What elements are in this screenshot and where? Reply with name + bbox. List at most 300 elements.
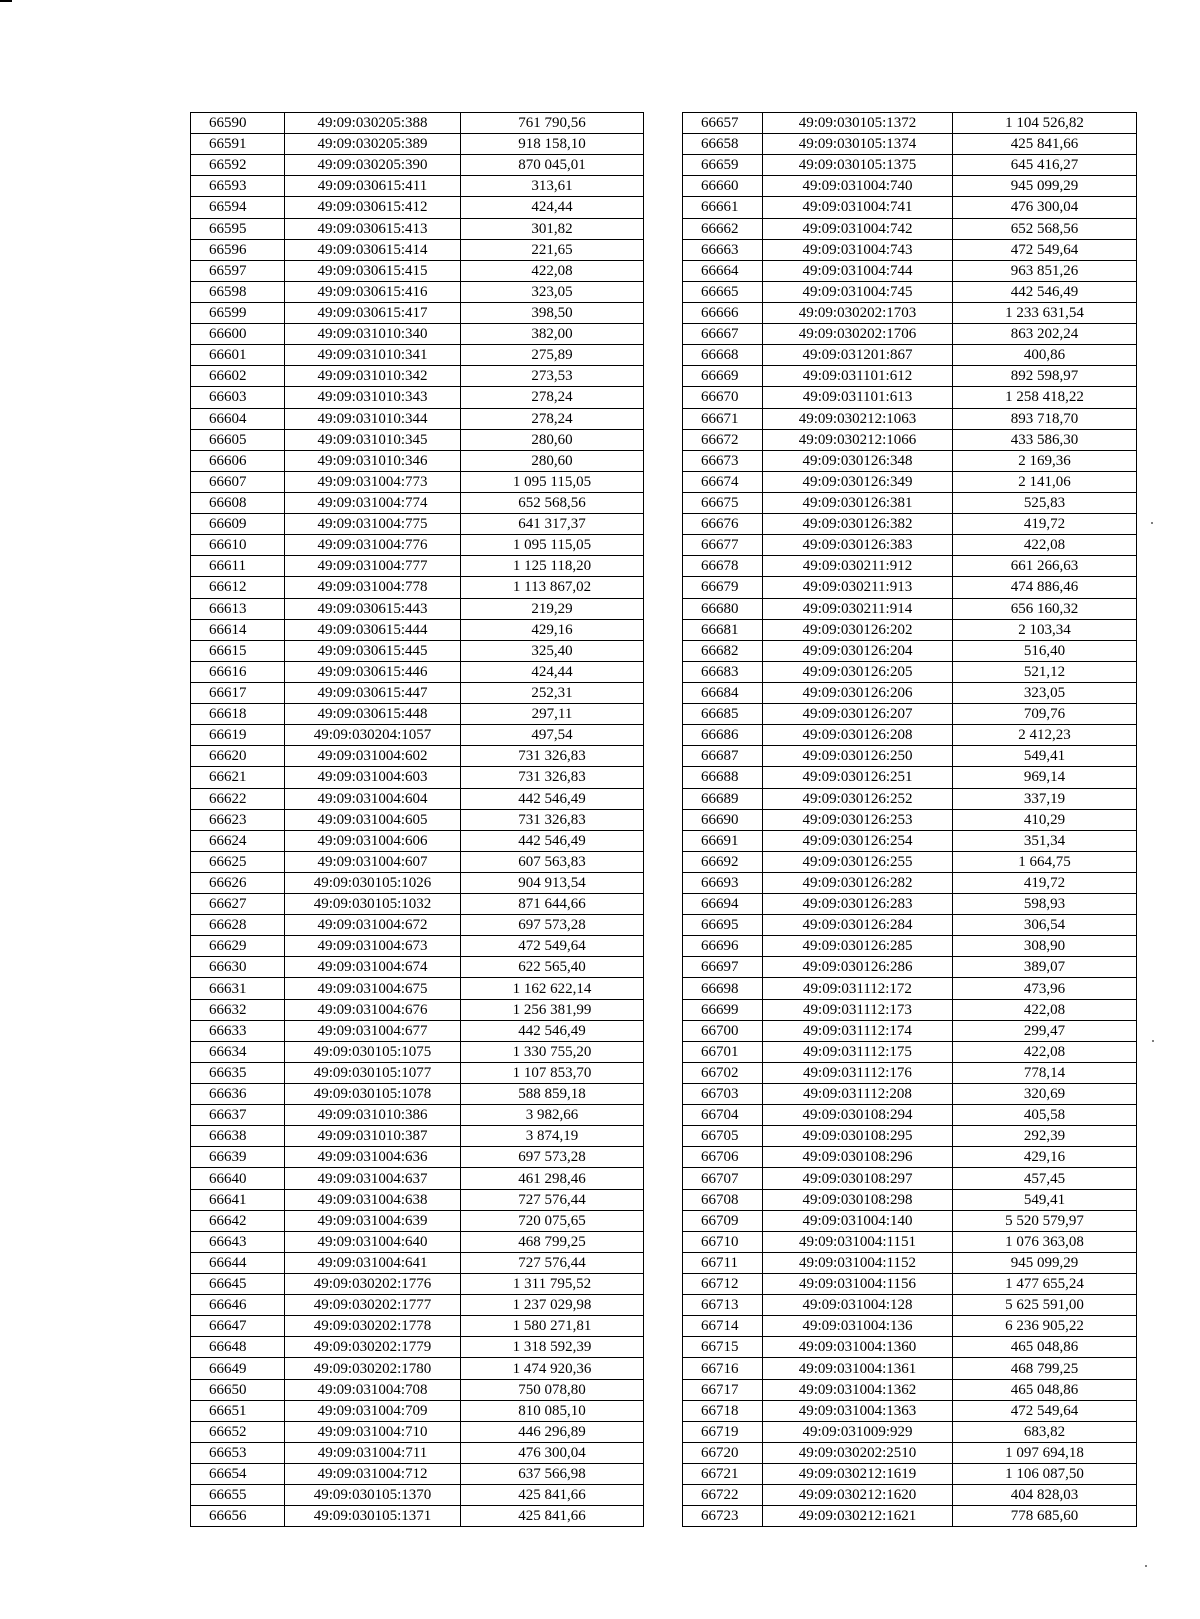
cadastral-number-cell: 49:09:031004:604 [285, 788, 461, 809]
value-cell: 727 576,44 [461, 1189, 644, 1210]
value-cell: 1 311 795,52 [461, 1274, 644, 1295]
row-number-cell: 66606 [191, 450, 285, 471]
row-number-cell: 66716 [683, 1358, 763, 1379]
value-cell: 389,07 [953, 957, 1137, 978]
cadastral-number-cell: 49:09:031004:606 [285, 830, 461, 851]
row-number-cell: 66693 [683, 872, 763, 893]
row-number-cell: 66655 [191, 1485, 285, 1506]
cadastral-number-cell: 49:09:030204:1057 [285, 725, 461, 746]
value-cell: 429,16 [953, 1147, 1137, 1168]
table-row [191, 915, 644, 936]
row-number-cell: 66692 [683, 851, 763, 872]
table-row [683, 281, 1137, 302]
row-number-cell: 66697 [683, 957, 763, 978]
row-number-cell: 66713 [683, 1295, 763, 1316]
row-number-cell: 66685 [683, 704, 763, 725]
table-row [683, 957, 1137, 978]
row-number-cell: 66701 [683, 1041, 763, 1062]
table-row [191, 324, 644, 345]
cadastral-number-cell: 49:09:031010:345 [285, 429, 461, 450]
value-cell: 273,53 [461, 366, 644, 387]
table-row [191, 302, 644, 323]
value-cell: 351,34 [953, 830, 1137, 851]
row-number-cell: 66665 [683, 281, 763, 302]
cadastral-number-cell: 49:09:030126:255 [763, 851, 953, 872]
cadastral-number-cell: 49:09:031010:387 [285, 1126, 461, 1147]
cadastral-number-cell: 49:09:031004:128 [763, 1295, 953, 1316]
value-cell: 3 874,19 [461, 1126, 644, 1147]
value-cell: 549,41 [953, 746, 1137, 767]
value-cell: 1 162 622,14 [461, 978, 644, 999]
row-number-cell: 66702 [683, 1062, 763, 1083]
table-row [191, 682, 644, 703]
row-number-cell: 66681 [683, 619, 763, 640]
row-number-cell: 66615 [191, 640, 285, 661]
cadastral-number-cell: 49:09:031112:208 [763, 1084, 953, 1105]
value-cell: 446 296,89 [461, 1421, 644, 1442]
table-row [191, 1421, 644, 1442]
value-cell: 778,14 [953, 1062, 1137, 1083]
table-row [191, 1189, 644, 1210]
row-number-cell: 66696 [683, 936, 763, 957]
table-row [683, 830, 1137, 851]
table-row [191, 1231, 644, 1252]
value-cell: 472 549,64 [953, 1400, 1137, 1421]
value-cell: 422,08 [461, 260, 644, 281]
table-row [683, 155, 1137, 176]
row-number-cell: 66636 [191, 1084, 285, 1105]
value-cell: 2 141,06 [953, 471, 1137, 492]
cadastral-number-cell: 49:09:030105:1075 [285, 1041, 461, 1062]
cadastral-number-cell: 49:09:031004:741 [763, 197, 953, 218]
row-number-cell: 66657 [683, 113, 763, 134]
value-cell: 637 566,98 [461, 1464, 644, 1485]
cadastral-number-cell: 49:09:031004:712 [285, 1464, 461, 1485]
cadastral-number-cell: 49:09:031101:613 [763, 387, 953, 408]
value-cell: 731 326,83 [461, 809, 644, 830]
table-row [191, 514, 644, 535]
cadastral-number-cell: 49:09:031004:711 [285, 1442, 461, 1463]
row-number-cell: 66668 [683, 345, 763, 366]
cadastral-number-cell: 49:09:031004:676 [285, 999, 461, 1020]
value-cell: 299,47 [953, 1020, 1137, 1041]
right-cadastral-table [682, 112, 1137, 1527]
row-number-cell: 66695 [683, 915, 763, 936]
row-number-cell: 66622 [191, 788, 285, 809]
row-number-cell: 66706 [683, 1147, 763, 1168]
table-row [683, 1464, 1137, 1485]
row-number-cell: 66649 [191, 1358, 285, 1379]
value-cell: 278,24 [461, 387, 644, 408]
table-row [683, 1084, 1137, 1105]
table-row [191, 176, 644, 197]
table-row [191, 809, 644, 830]
table-row [683, 1316, 1137, 1337]
table-row [683, 345, 1137, 366]
table-row [191, 1041, 644, 1062]
cadastral-number-cell: 49:09:031004:136 [763, 1316, 953, 1337]
row-number-cell: 66670 [683, 387, 763, 408]
table-row [191, 1126, 644, 1147]
row-number-cell: 66635 [191, 1062, 285, 1083]
row-number-cell: 66663 [683, 239, 763, 260]
value-cell: 969,14 [953, 767, 1137, 788]
cadastral-number-cell: 49:09:030211:914 [763, 598, 953, 619]
value-cell: 761 790,56 [461, 113, 644, 134]
cadastral-number-cell: 49:09:030615:417 [285, 302, 461, 323]
cadastral-number-cell: 49:09:030126:283 [763, 894, 953, 915]
row-number-cell: 66707 [683, 1168, 763, 1189]
cadastral-number-cell: 49:09:031112:176 [763, 1062, 953, 1083]
cadastral-number-cell: 49:09:031112:175 [763, 1041, 953, 1062]
cadastral-number-cell: 49:09:031004:744 [763, 260, 953, 281]
value-cell: 474 886,46 [953, 577, 1137, 598]
value-cell: 1 258 418,22 [953, 387, 1137, 408]
table-row [191, 1210, 644, 1231]
row-number-cell: 66619 [191, 725, 285, 746]
value-cell: 697 573,28 [461, 1147, 644, 1168]
value-cell: 442 546,49 [461, 788, 644, 809]
value-cell: 1 107 853,70 [461, 1062, 644, 1083]
table-row [191, 746, 644, 767]
cadastral-number-cell: 49:09:031201:867 [763, 345, 953, 366]
table-row [191, 155, 644, 176]
value-cell: 219,29 [461, 598, 644, 619]
table-row [683, 218, 1137, 239]
row-number-cell: 66650 [191, 1379, 285, 1400]
cadastral-number-cell: 49:09:030105:1026 [285, 872, 461, 893]
left-table-body [191, 113, 644, 1527]
value-cell: 476 300,04 [461, 1442, 644, 1463]
row-number-cell: 66595 [191, 218, 285, 239]
table-row [191, 936, 644, 957]
row-number-cell: 66703 [683, 1084, 763, 1105]
row-number-cell: 66709 [683, 1210, 763, 1231]
value-cell: 549,41 [953, 1189, 1137, 1210]
cadastral-number-cell: 49:09:031004:776 [285, 535, 461, 556]
row-number-cell: 66631 [191, 978, 285, 999]
cadastral-number-cell: 49:09:031101:612 [763, 366, 953, 387]
row-number-cell: 66666 [683, 302, 763, 323]
row-number-cell: 66662 [683, 218, 763, 239]
row-number-cell: 66699 [683, 999, 763, 1020]
value-cell: 221,65 [461, 239, 644, 260]
table-row [191, 725, 644, 746]
table-row [683, 704, 1137, 725]
table-row [683, 1062, 1137, 1083]
value-cell: 778 685,60 [953, 1506, 1137, 1527]
value-cell: 308,90 [953, 936, 1137, 957]
cadastral-number-cell: 49:09:031010:340 [285, 324, 461, 345]
cadastral-number-cell: 49:09:030126:202 [763, 619, 953, 640]
row-number-cell: 66659 [683, 155, 763, 176]
table-row [683, 113, 1137, 134]
cadastral-number-cell: 49:09:031004:1151 [763, 1231, 953, 1252]
cadastral-number-cell: 49:09:031004:674 [285, 957, 461, 978]
value-cell: 425 841,66 [461, 1485, 644, 1506]
value-cell: 945 099,29 [953, 176, 1137, 197]
value-cell: 810 085,10 [461, 1400, 644, 1421]
value-cell: 516,40 [953, 640, 1137, 661]
table-row [191, 1464, 644, 1485]
table-row [191, 366, 644, 387]
table-row [683, 1295, 1137, 1316]
cadastral-number-cell: 49:09:030126:382 [763, 514, 953, 535]
value-cell: 419,72 [953, 514, 1137, 535]
cadastral-number-cell: 49:09:031004:603 [285, 767, 461, 788]
cadastral-number-cell: 49:09:031004:638 [285, 1189, 461, 1210]
value-cell: 963 851,26 [953, 260, 1137, 281]
table-row [191, 1442, 644, 1463]
table-row [191, 134, 644, 155]
table-row [683, 936, 1137, 957]
value-cell: 422,08 [953, 1041, 1137, 1062]
row-number-cell: 66601 [191, 345, 285, 366]
cadastral-number-cell: 49:09:030212:1621 [763, 1506, 953, 1527]
value-cell: 893 718,70 [953, 408, 1137, 429]
row-number-cell: 66621 [191, 767, 285, 788]
cadastral-number-cell: 49:09:030105:1370 [285, 1485, 461, 1506]
row-number-cell: 66598 [191, 281, 285, 302]
cadastral-number-cell: 49:09:030202:2510 [763, 1442, 953, 1463]
table-row [191, 598, 644, 619]
table-row [683, 302, 1137, 323]
cadastral-number-cell: 49:09:031010:343 [285, 387, 461, 408]
row-number-cell: 66628 [191, 915, 285, 936]
table-row [683, 197, 1137, 218]
table-row [683, 514, 1137, 535]
row-number-cell: 66674 [683, 471, 763, 492]
table-row [683, 260, 1137, 281]
right-table-body [683, 113, 1137, 1527]
table-row [191, 830, 644, 851]
row-number-cell: 66626 [191, 872, 285, 893]
row-number-cell: 66712 [683, 1274, 763, 1295]
cadastral-number-cell: 49:09:030126:285 [763, 936, 953, 957]
table-row [191, 218, 644, 239]
value-cell: 6 236 905,22 [953, 1316, 1137, 1337]
row-number-cell: 66604 [191, 408, 285, 429]
table-row [683, 1020, 1137, 1041]
row-number-cell: 66633 [191, 1020, 285, 1041]
value-cell: 252,31 [461, 682, 644, 703]
row-number-cell: 66610 [191, 535, 285, 556]
cadastral-number-cell: 49:09:031004:708 [285, 1379, 461, 1400]
cadastral-number-cell: 49:09:030105:1078 [285, 1084, 461, 1105]
value-cell: 598,93 [953, 894, 1137, 915]
row-number-cell: 66593 [191, 176, 285, 197]
value-cell: 2 169,36 [953, 450, 1137, 471]
row-number-cell: 66689 [683, 788, 763, 809]
table-row [191, 556, 644, 577]
table-row [191, 577, 644, 598]
row-number-cell: 66596 [191, 239, 285, 260]
cadastral-number-cell: 49:09:031004:740 [763, 176, 953, 197]
table-row [191, 1062, 644, 1083]
value-cell: 472 549,64 [461, 936, 644, 957]
row-number-cell: 66599 [191, 302, 285, 323]
value-cell: 473,96 [953, 978, 1137, 999]
table-row [683, 978, 1137, 999]
value-cell: 1 113 867,02 [461, 577, 644, 598]
table-row [191, 999, 644, 1020]
cadastral-number-cell: 49:09:030126:284 [763, 915, 953, 936]
row-number-cell: 66653 [191, 1442, 285, 1463]
cadastral-number-cell: 49:09:031004:640 [285, 1231, 461, 1252]
table-row [683, 387, 1137, 408]
table-row [683, 176, 1137, 197]
table-row [191, 1400, 644, 1421]
row-number-cell: 66614 [191, 619, 285, 640]
table-row [683, 471, 1137, 492]
table-row [191, 260, 644, 281]
row-number-cell: 66642 [191, 1210, 285, 1231]
table-row [683, 767, 1137, 788]
value-cell: 1 237 029,98 [461, 1295, 644, 1316]
cadastral-number-cell: 49:09:030202:1778 [285, 1316, 461, 1337]
row-number-cell: 66669 [683, 366, 763, 387]
row-number-cell: 66613 [191, 598, 285, 619]
value-cell: 904 913,54 [461, 872, 644, 893]
row-number-cell: 66634 [191, 1041, 285, 1062]
cadastral-number-cell: 49:09:030212:1619 [763, 1464, 953, 1485]
cadastral-number-cell: 49:09:030126:282 [763, 872, 953, 893]
cadastral-number-cell: 49:09:030211:913 [763, 577, 953, 598]
row-number-cell: 66714 [683, 1316, 763, 1337]
value-cell: 607 563,83 [461, 851, 644, 872]
table-row [191, 281, 644, 302]
cadastral-number-cell: 49:09:031004:639 [285, 1210, 461, 1231]
table-row [683, 1189, 1137, 1210]
row-number-cell: 66603 [191, 387, 285, 408]
row-number-cell: 66591 [191, 134, 285, 155]
table-row [683, 682, 1137, 703]
cadastral-number-cell: 49:09:030615:411 [285, 176, 461, 197]
cadastral-number-cell: 49:09:030202:1703 [763, 302, 953, 323]
row-number-cell: 66620 [191, 746, 285, 767]
cadastral-number-cell: 49:09:031004:743 [763, 239, 953, 260]
table-row [683, 788, 1137, 809]
table-row [191, 640, 644, 661]
value-cell: 424,44 [461, 197, 644, 218]
row-number-cell: 66684 [683, 682, 763, 703]
table-row [683, 408, 1137, 429]
cadastral-number-cell: 49:09:031004:677 [285, 1020, 461, 1041]
value-cell: 697 573,28 [461, 915, 644, 936]
row-number-cell: 66612 [191, 577, 285, 598]
table-row [683, 1041, 1137, 1062]
value-cell: 1 256 381,99 [461, 999, 644, 1020]
table-row [683, 1231, 1137, 1252]
value-cell: 521,12 [953, 661, 1137, 682]
value-cell: 588 859,18 [461, 1084, 644, 1105]
value-cell: 622 565,40 [461, 957, 644, 978]
row-number-cell: 66688 [683, 767, 763, 788]
cadastral-number-cell: 49:09:030615:448 [285, 704, 461, 725]
row-number-cell: 66600 [191, 324, 285, 345]
table-row [683, 915, 1137, 936]
table-row [683, 746, 1137, 767]
table-row [683, 1126, 1137, 1147]
value-cell: 731 326,83 [461, 767, 644, 788]
row-number-cell: 66673 [683, 450, 763, 471]
row-number-cell: 66675 [683, 492, 763, 513]
cadastral-number-cell: 49:09:031004:607 [285, 851, 461, 872]
value-cell: 1 477 655,24 [953, 1274, 1137, 1295]
value-cell: 465 048,86 [953, 1337, 1137, 1358]
cadastral-number-cell: 49:09:031004:1363 [763, 1400, 953, 1421]
table-row [683, 725, 1137, 746]
cadastral-number-cell: 49:09:030211:912 [763, 556, 953, 577]
row-number-cell: 66643 [191, 1231, 285, 1252]
row-number-cell: 66711 [683, 1252, 763, 1273]
value-cell: 870 045,01 [461, 155, 644, 176]
cadastral-number-cell: 49:09:031112:174 [763, 1020, 953, 1041]
row-number-cell: 66676 [683, 514, 763, 535]
row-number-cell: 66646 [191, 1295, 285, 1316]
value-cell: 433 586,30 [953, 429, 1137, 450]
value-cell: 863 202,24 [953, 324, 1137, 345]
table-row [683, 872, 1137, 893]
row-number-cell: 66590 [191, 113, 285, 134]
value-cell: 2 412,23 [953, 725, 1137, 746]
table-row [191, 1295, 644, 1316]
cadastral-number-cell: 49:09:031004:742 [763, 218, 953, 239]
table-row [683, 239, 1137, 260]
cadastral-number-cell: 49:09:031004:745 [763, 281, 953, 302]
value-cell: 720 075,65 [461, 1210, 644, 1231]
value-cell: 1 233 631,54 [953, 302, 1137, 323]
table-row [683, 661, 1137, 682]
row-number-cell: 66602 [191, 366, 285, 387]
row-number-cell: 66647 [191, 1316, 285, 1337]
value-cell: 280,60 [461, 450, 644, 471]
row-number-cell: 66710 [683, 1231, 763, 1252]
cadastral-number-cell: 49:09:031004:140 [763, 1210, 953, 1231]
cadastral-number-cell: 49:09:030108:296 [763, 1147, 953, 1168]
row-number-cell: 66661 [683, 197, 763, 218]
cadastral-number-cell: 49:09:030615:447 [285, 682, 461, 703]
row-number-cell: 66658 [683, 134, 763, 155]
row-number-cell: 66672 [683, 429, 763, 450]
row-number-cell: 66717 [683, 1379, 763, 1400]
cadastral-number-cell: 49:09:030108:297 [763, 1168, 953, 1189]
row-number-cell: 66715 [683, 1337, 763, 1358]
cadastral-number-cell: 49:09:030615:444 [285, 619, 461, 640]
table-row [683, 1337, 1137, 1358]
value-cell: 425 841,66 [461, 1506, 644, 1527]
cadastral-number-cell: 49:09:031112:173 [763, 999, 953, 1020]
value-cell: 525,83 [953, 492, 1137, 513]
row-number-cell: 66680 [683, 598, 763, 619]
cadastral-number-cell: 49:09:030205:389 [285, 134, 461, 155]
cadastral-number-cell: 49:09:030126:205 [763, 661, 953, 682]
cadastral-number-cell: 49:09:031010:386 [285, 1105, 461, 1126]
cadastral-number-cell: 49:09:030105:1374 [763, 134, 953, 155]
table-row [683, 1400, 1137, 1421]
table-row [683, 1485, 1137, 1506]
table-row [683, 1210, 1137, 1231]
cadastral-number-cell: 49:09:030615:443 [285, 598, 461, 619]
row-number-cell: 66632 [191, 999, 285, 1020]
cadastral-number-cell: 49:09:031004:637 [285, 1168, 461, 1189]
table-row [191, 197, 644, 218]
left-cadastral-table [190, 112, 644, 1527]
cadastral-number-cell: 49:09:030105:1371 [285, 1506, 461, 1527]
table-row [191, 1252, 644, 1273]
row-number-cell: 66627 [191, 894, 285, 915]
row-number-cell: 66594 [191, 197, 285, 218]
